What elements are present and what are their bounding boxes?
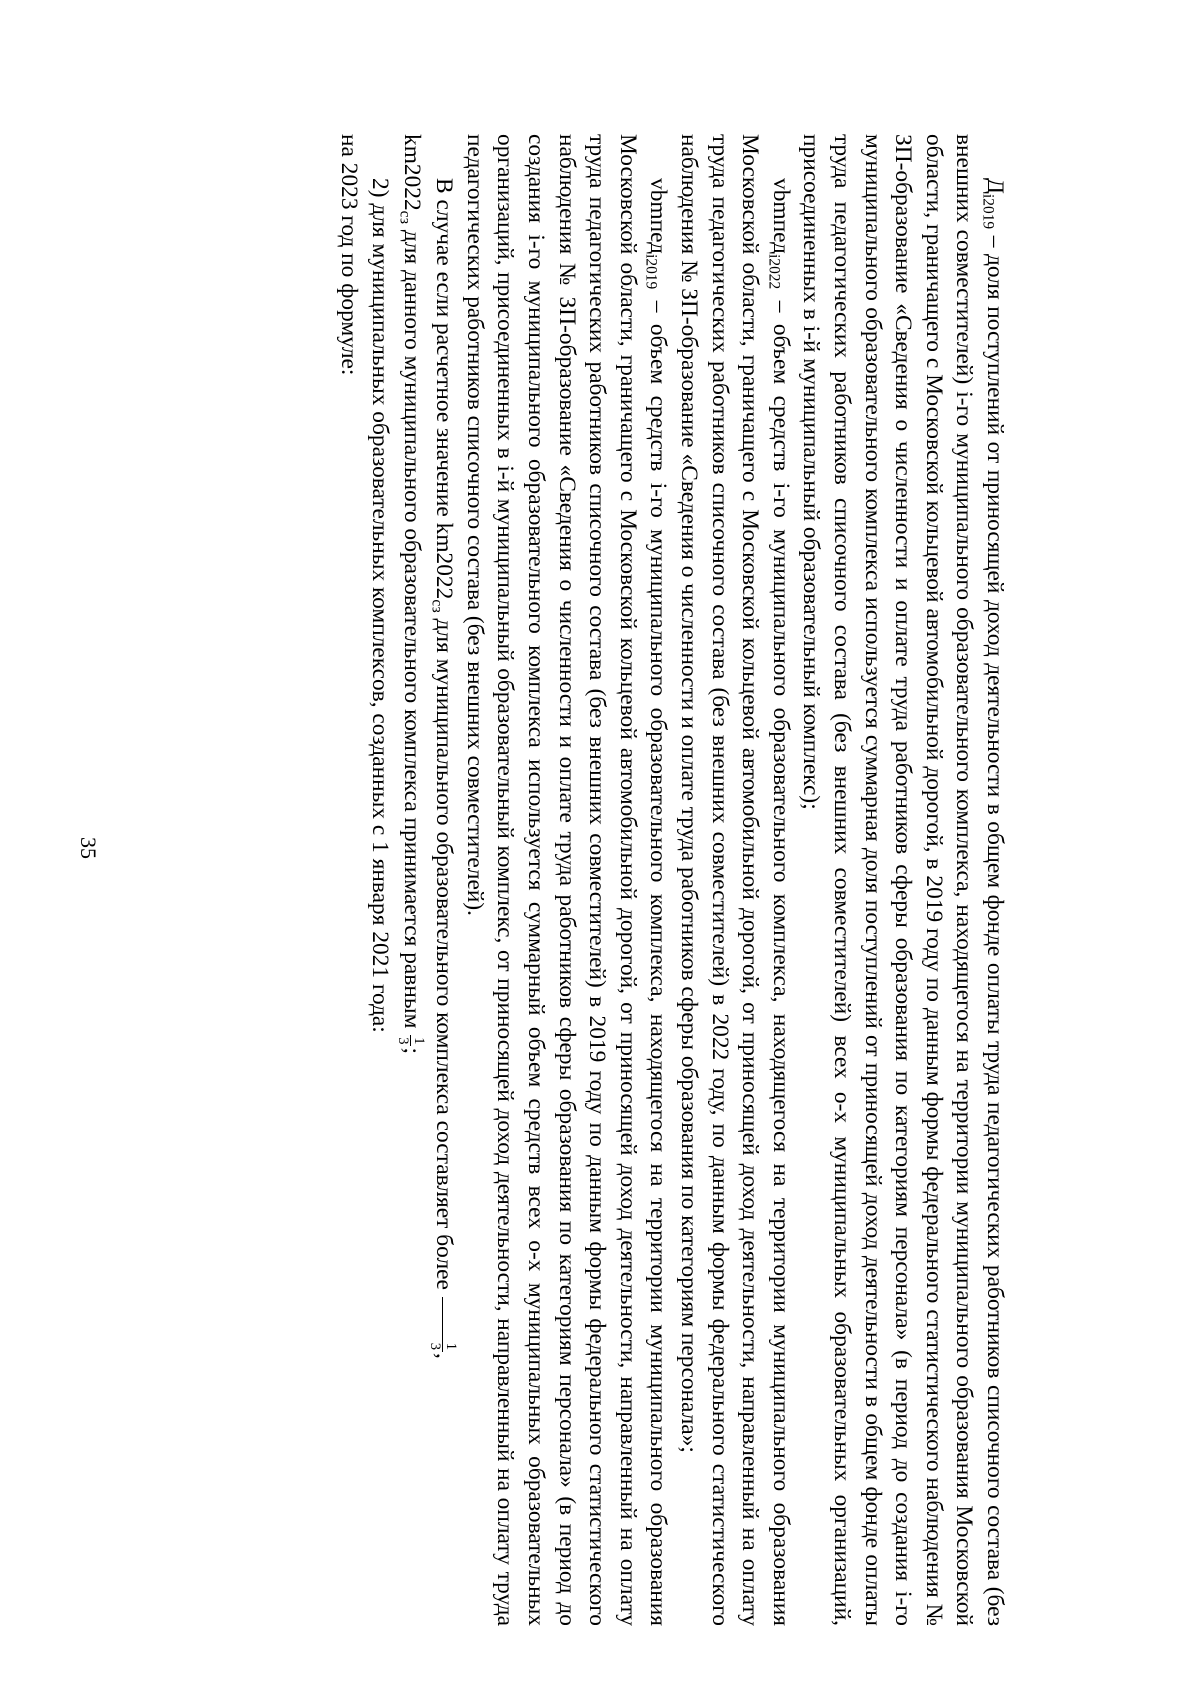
fraction-denominator: 3	[394, 1037, 411, 1045]
definition-symbol: Д	[982, 178, 1008, 194]
item-2-continuation	[333, 134, 364, 1626]
definition-symbol: vbmпед	[645, 178, 672, 255]
item-2-cont-text: на 2023 год по формуле:	[336, 134, 362, 376]
condition-middle: для муниципального образовательного комплекса составляет более	[431, 612, 458, 1296]
condition-subscript: сз	[429, 599, 446, 613]
definition-paragraph-d2019	[796, 134, 1010, 1626]
definition-subscript: i2019	[979, 193, 997, 230]
definition-subscript: i2022	[765, 254, 783, 290]
definition-text: – объем средств i-го муниципального образовательного комплекса, находящегося на территории муниципального образования Московской области, граничащего с Московской кольцевой автомобильной дорогой, от приносящей доход деятельности, направленный на оплату труда педагогических работников списочного состава (без внешних совместителей) в 2022 году, по данным формы федерального статистического наблюдения № ЗП-образование «Сведения о численности и оплате труда работников сферы образования по категориям персонала»;	[676, 134, 794, 1626]
condition-cont-subscript: сз	[396, 210, 414, 225]
definition-text: – объем средств i-го муниципального образовательного комплекса, находящегося на территории муниципального образования Московской области, граничащего с Московской кольцевой автомобильной дорогой, от приносящей доход деятельности, направленный на оплату труда педагогических работников списочного состава (без внешних совместителей) в 2019 году по данным формы федерального статистического наблюдения № ЗП-образование «Сведения о численности и оплате труда работников сферы образования по категориям персонала» (в период до создания i-го муниципального образовательного комплекса используется суммарный объем средств всех о-х муниципальных образовательных организаций, присоединенных в i-й муниципальный образовательный комплекс, от приносящей доход деятельности, направленный на оплату труда педагогических работников списочного состава (без внешних совместителей).	[461, 134, 672, 1626]
condition-lead: В случае если расчетное значение km2022	[431, 178, 458, 600]
definition-paragraph-vbm2019	[459, 134, 673, 1626]
definition-text: – доля поступлений от приносящей доход деятельности в общем фонде оплаты труда педагогических работников списочного состава (без внешних совместителей) i-го муниципального образовательного комплекса, находящегося на территории муниципального образования Московской области, граничащего с Московской кольцевой автомобильной дорогой, в 2019 году по данным формы федерального статистического наблюдения № ЗП-образование «Сведения о численности и оплате труда работников сферы образования по категориям персонала» (в период до создания i-го муниципального образовательного комплекса используется суммарная доля поступлений от приносящей доход деятельности в общем фонде оплаты труда педагогических работников списочного состава (без внешних совместителей) всех о-х муниципальных образовательных организаций, присоединенных в i-й муниципальный образовательный комплекс);	[798, 134, 1008, 1626]
fraction-numerator: 1	[411, 1037, 428, 1045]
condition-continuation	[395, 134, 427, 1626]
fraction-one-third	[395, 1035, 426, 1046]
fraction-numerator: 1	[442, 1297, 458, 1352]
definition-subscript: i2019	[643, 254, 661, 290]
condition-paragraph	[427, 134, 459, 1626]
condition-cont-text: для данного муниципального образовательного комплекса принимается равным	[398, 224, 425, 1035]
rotated-page-content	[130, 130, 1010, 1630]
page-number: 35	[76, 837, 101, 859]
condition-cont-tail: ;	[398, 1047, 425, 1054]
item-2-text: 2) для муниципальных образовательных комплексов, созданных с 1 января 2021 года:	[366, 178, 393, 1033]
condition-tail: ,	[431, 1353, 458, 1359]
fraction-one-third	[427, 1297, 458, 1352]
definition-symbol: vbmпед	[767, 178, 794, 255]
definition-paragraph-vbm2022	[673, 134, 795, 1626]
item-2-paragraph	[364, 134, 395, 1626]
fraction-denominator: 3	[427, 1342, 444, 1351]
condition-cont-symbol: km2022	[398, 134, 425, 211]
document-body	[130, 130, 1010, 1630]
